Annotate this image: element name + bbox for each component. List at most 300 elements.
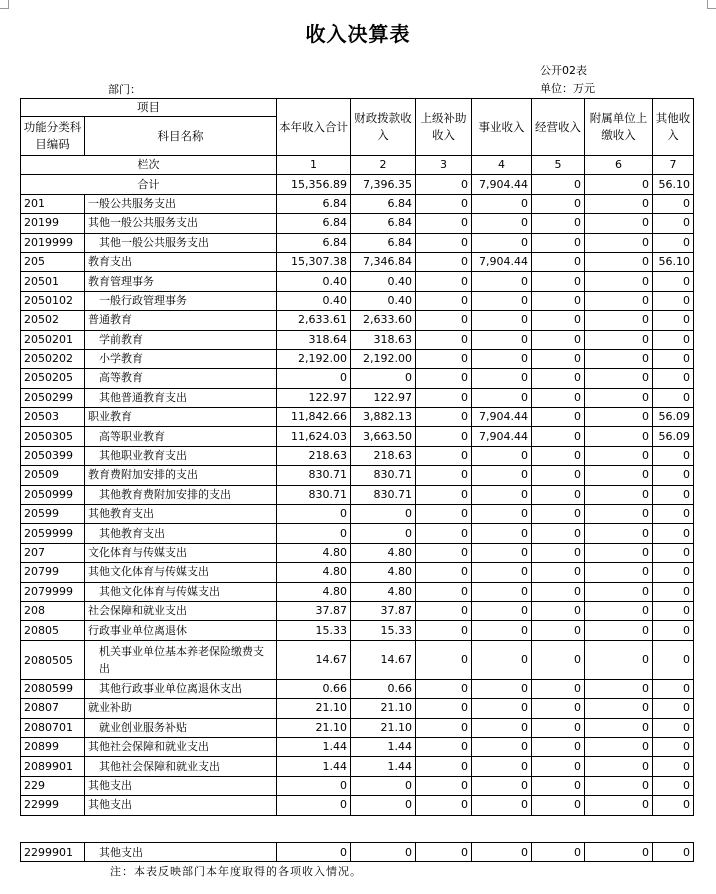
row-value: 56.10 — [653, 252, 694, 271]
table-row — [21, 427, 694, 446]
total-value: 56.10 — [653, 175, 694, 194]
total-label: 合计 — [21, 175, 277, 194]
row-value: 0 — [416, 427, 472, 446]
row-value: 0.40 — [277, 291, 351, 310]
table-row — [21, 233, 694, 252]
row-value: 0 — [277, 776, 351, 795]
row-value: 0 — [472, 214, 532, 233]
row-value: 0 — [472, 757, 532, 776]
row-value: 318.64 — [277, 330, 351, 349]
table-row — [21, 601, 694, 620]
header-col-6: 附属单位上缴收入 — [585, 99, 653, 156]
row-value: 0 — [416, 699, 472, 718]
row-value: 0 — [653, 640, 694, 679]
row-value: 1.44 — [351, 737, 416, 756]
row-value: 0 — [532, 194, 585, 213]
row-code: 20501 — [21, 272, 85, 291]
row-value: 0 — [416, 330, 472, 349]
row-value: 0 — [472, 291, 532, 310]
row-value: 0 — [653, 563, 694, 582]
table-row — [21, 214, 694, 233]
row-value: 0 — [277, 505, 351, 524]
row-value: 3,663.50 — [351, 427, 416, 446]
header-row-1 — [21, 99, 694, 117]
row-value: 0 — [653, 311, 694, 330]
row-value: 0 — [416, 194, 472, 213]
row-value: 218.63 — [351, 446, 416, 465]
page-title: 收入决算表 — [305, 22, 411, 46]
row-value: 0 — [416, 369, 472, 388]
row-value: 0 — [472, 330, 532, 349]
row-value: 0 — [653, 601, 694, 620]
row-value: 0 — [585, 737, 653, 756]
row-value: 0 — [416, 640, 472, 679]
row-value: 0 — [653, 233, 694, 252]
row-value: 0 — [416, 388, 472, 407]
total-value: 7,904.44 — [472, 175, 532, 194]
row-value: 0 — [653, 291, 694, 310]
row-value: 0 — [472, 699, 532, 718]
row-name: 一般行政管理事务 — [85, 291, 277, 310]
row-value: 7,904.44 — [472, 427, 532, 446]
table-row — [21, 843, 694, 862]
row-code: 2080701 — [21, 718, 85, 737]
row-code: 2080505 — [21, 640, 85, 679]
row-value: 0 — [416, 505, 472, 524]
row-value: 6.84 — [351, 233, 416, 252]
table-row — [21, 543, 694, 562]
row-value: 0 — [585, 543, 653, 562]
row-value: 0 — [653, 757, 694, 776]
row-value: 0 — [585, 388, 653, 407]
row-name: 教育支出 — [85, 252, 277, 271]
row-name: 学前教育 — [85, 330, 277, 349]
row-value: 0 — [351, 369, 416, 388]
row-name: 其他教育支出 — [85, 505, 277, 524]
table-row — [21, 349, 694, 368]
row-value: 0 — [653, 349, 694, 368]
total-value: 0 — [416, 175, 472, 194]
table-row — [21, 640, 694, 679]
row-value: 0 — [585, 194, 653, 213]
row-value: 0 — [472, 718, 532, 737]
row-name: 其他支出 — [85, 796, 277, 815]
header-col-1: 本年收入合计 — [277, 99, 351, 156]
table-row — [21, 311, 694, 330]
row-value: 0 — [416, 408, 472, 427]
row-value: 0 — [532, 446, 585, 465]
row-value: 0 — [653, 369, 694, 388]
row-value: 6.84 — [277, 214, 351, 233]
row-value: 6.84 — [351, 194, 416, 213]
row-value: 0 — [277, 843, 351, 862]
row-value: 2,192.00 — [351, 349, 416, 368]
row-name: 教育管理事务 — [85, 272, 277, 291]
table-row — [21, 408, 694, 427]
row-value: 0 — [585, 466, 653, 485]
row-value: 6.84 — [277, 194, 351, 213]
row-value: 56.09 — [653, 427, 694, 446]
table-row — [21, 330, 694, 349]
row-value: 21.10 — [351, 699, 416, 718]
row-value: 0 — [277, 524, 351, 543]
table-row — [21, 446, 694, 465]
row-value: 21.10 — [277, 699, 351, 718]
row-name: 普通教育 — [85, 311, 277, 330]
row-value: 0 — [585, 311, 653, 330]
row-value: 0 — [585, 272, 653, 291]
row-value: 0 — [585, 679, 653, 698]
form-code: 公开02表 — [540, 64, 587, 77]
row-value: 4.80 — [277, 543, 351, 562]
row-value: 0 — [277, 796, 351, 815]
row-value: 0 — [416, 252, 472, 271]
row-value: 1.44 — [277, 757, 351, 776]
table-row — [21, 621, 694, 640]
row-code: 2050205 — [21, 369, 85, 388]
unit-label: 单位：万元 — [540, 82, 595, 95]
row-name: 行政事业单位离退休 — [85, 621, 277, 640]
row-code: 2019999 — [21, 233, 85, 252]
row-value: 0.40 — [351, 291, 416, 310]
row-value: 0.66 — [277, 679, 351, 698]
col-number: 5 — [532, 156, 585, 175]
row-value: 0 — [472, 388, 532, 407]
row-value: 0 — [532, 311, 585, 330]
row-value: 0 — [585, 640, 653, 679]
col-number: 7 — [653, 156, 694, 175]
row-value: 0 — [585, 408, 653, 427]
row-value: 0 — [416, 466, 472, 485]
row-value: 1.44 — [277, 737, 351, 756]
row-value: 0 — [532, 427, 585, 446]
row-value: 0 — [585, 621, 653, 640]
header-code: 功能分类科目编码 — [21, 117, 85, 156]
row-value: 122.97 — [277, 388, 351, 407]
row-value: 0 — [416, 233, 472, 252]
row-value: 4.80 — [351, 582, 416, 601]
row-name: 其他教育费附加安排的支出 — [85, 485, 277, 504]
row-value: 0 — [277, 369, 351, 388]
row-value: 830.71 — [277, 466, 351, 485]
row-value: 0 — [472, 446, 532, 465]
row-value: 218.63 — [277, 446, 351, 465]
row-value: 14.67 — [351, 640, 416, 679]
row-name: 一般公共服务支出 — [85, 194, 277, 213]
row-value: 0 — [532, 485, 585, 504]
row-value: 0 — [472, 582, 532, 601]
corner-mark-top-left — [0, 0, 9, 9]
row-name: 其他一般公共服务支出 — [85, 214, 277, 233]
table-row — [21, 291, 694, 310]
header-col-7: 其他收入 — [653, 99, 694, 156]
row-code: 2089901 — [21, 757, 85, 776]
row-name: 高等职业教育 — [85, 427, 277, 446]
row-name: 其他文化体育与传媒支出 — [85, 563, 277, 582]
row-value: 11,624.03 — [277, 427, 351, 446]
total-value: 15,356.89 — [277, 175, 351, 194]
row-value: 0 — [416, 485, 472, 504]
row-code: 20899 — [21, 737, 85, 756]
continuation-table — [20, 842, 694, 862]
row-value: 0 — [585, 485, 653, 504]
row-name: 其他教育支出 — [85, 524, 277, 543]
header-col-5: 经营收入 — [532, 99, 585, 156]
row-name: 其他支出 — [85, 776, 277, 795]
row-name: 其他社会保障和就业支出 — [85, 757, 277, 776]
row-code: 20805 — [21, 621, 85, 640]
row-code: 2050202 — [21, 349, 85, 368]
row-value: 0 — [585, 524, 653, 543]
row-value: 0 — [653, 524, 694, 543]
row-name: 文化体育与传媒支出 — [85, 543, 277, 562]
row-value: 0 — [532, 621, 585, 640]
row-code: 20807 — [21, 699, 85, 718]
table-row — [21, 194, 694, 213]
table-row — [21, 505, 694, 524]
row-value: 0 — [653, 796, 694, 815]
row-value: 7,904.44 — [472, 252, 532, 271]
row-value: 0 — [472, 601, 532, 620]
row-value: 0 — [416, 796, 472, 815]
row-value: 0 — [585, 718, 653, 737]
row-value: 4.80 — [351, 563, 416, 582]
row-value: 0 — [472, 679, 532, 698]
row-value: 0 — [585, 233, 653, 252]
row-value: 15.33 — [351, 621, 416, 640]
row-value: 3,882.13 — [351, 408, 416, 427]
row-value: 0 — [653, 466, 694, 485]
table-row — [21, 272, 694, 291]
row-value: 0 — [653, 737, 694, 756]
table-row — [21, 582, 694, 601]
row-value: 0 — [585, 505, 653, 524]
row-value: 11,842.66 — [277, 408, 351, 427]
row-name: 职业教育 — [85, 408, 277, 427]
row-value: 0 — [532, 349, 585, 368]
row-value: 0 — [472, 349, 532, 368]
row-value: 0 — [416, 349, 472, 368]
row-value: 2,192.00 — [277, 349, 351, 368]
row-value: 0 — [416, 718, 472, 737]
row-code: 2079999 — [21, 582, 85, 601]
row-value: 0 — [472, 233, 532, 252]
row-value: 0 — [532, 737, 585, 756]
row-value: 0 — [472, 505, 532, 524]
row-value: 0 — [532, 505, 585, 524]
row-value: 0 — [472, 563, 532, 582]
table-row — [21, 466, 694, 485]
table-row — [21, 737, 694, 756]
row-value: 4.80 — [351, 543, 416, 562]
row-value: 0 — [416, 737, 472, 756]
row-value: 0 — [653, 843, 694, 862]
income-table — [20, 98, 694, 816]
row-value: 0 — [532, 408, 585, 427]
row-value: 0 — [351, 524, 416, 543]
row-value: 0 — [416, 601, 472, 620]
table-row — [21, 796, 694, 815]
row-value: 0 — [653, 272, 694, 291]
row-code: 20599 — [21, 505, 85, 524]
row-value: 2,633.61 — [277, 311, 351, 330]
row-value: 0 — [532, 330, 585, 349]
row-value: 830.71 — [351, 466, 416, 485]
row-code: 22999 — [21, 796, 85, 815]
table-row — [21, 757, 694, 776]
row-code: 201 — [21, 194, 85, 213]
table-row — [21, 485, 694, 504]
row-value: 0 — [416, 757, 472, 776]
row-value: 0 — [653, 388, 694, 407]
col-number: 3 — [416, 156, 472, 175]
row-name: 其他职业教育支出 — [85, 446, 277, 465]
row-value: 0 — [472, 796, 532, 815]
row-value: 0 — [653, 505, 694, 524]
row-value: 0 — [532, 252, 585, 271]
row-code: 205 — [21, 252, 85, 271]
row-value: 0 — [653, 446, 694, 465]
row-value: 0 — [472, 621, 532, 640]
col-number: 4 — [472, 156, 532, 175]
row-value: 0 — [532, 718, 585, 737]
row-value: 0 — [585, 699, 653, 718]
col-number: 2 — [351, 156, 416, 175]
row-value: 0 — [585, 757, 653, 776]
row-code: 20509 — [21, 466, 85, 485]
row-value: 0 — [653, 543, 694, 562]
row-code: 2299901 — [21, 843, 85, 862]
row-value: 0 — [472, 543, 532, 562]
row-value: 318.63 — [351, 330, 416, 349]
corner-mark-top-right — [707, 0, 716, 9]
row-code: 2050201 — [21, 330, 85, 349]
row-value: 0 — [585, 776, 653, 795]
row-value: 0 — [585, 446, 653, 465]
table-row — [21, 252, 694, 271]
row-value: 0 — [653, 485, 694, 504]
row-value: 0 — [653, 330, 694, 349]
row-value: 6.84 — [351, 214, 416, 233]
row-value: 0 — [653, 679, 694, 698]
row-value: 0 — [351, 776, 416, 795]
row-value: 0.40 — [351, 272, 416, 291]
header-col-3: 上级补助收入 — [416, 99, 472, 156]
row-value: 1.44 — [351, 757, 416, 776]
total-value: 0 — [532, 175, 585, 194]
row-value: 0 — [585, 369, 653, 388]
row-value: 830.71 — [277, 485, 351, 504]
row-value: 0 — [532, 796, 585, 815]
row-value: 122.97 — [351, 388, 416, 407]
row-name: 社会保障和就业支出 — [85, 601, 277, 620]
row-value: 0 — [351, 843, 416, 862]
row-value: 0 — [472, 776, 532, 795]
table-row — [21, 679, 694, 698]
total-value: 7,396.35 — [351, 175, 416, 194]
row-value: 0 — [532, 601, 585, 620]
row-value: 0 — [351, 796, 416, 815]
row-code: 20199 — [21, 214, 85, 233]
col-index-row — [21, 156, 694, 175]
row-value: 0 — [532, 757, 585, 776]
row-value: 0 — [472, 485, 532, 504]
row-value: 0 — [416, 582, 472, 601]
row-value: 14.67 — [277, 640, 351, 679]
total-row — [21, 175, 694, 194]
row-value: 0 — [653, 582, 694, 601]
row-name: 其他行政事业单位离退休支出 — [85, 679, 277, 698]
row-value: 830.71 — [351, 485, 416, 504]
table-row — [21, 563, 694, 582]
row-value: 21.10 — [351, 718, 416, 737]
row-name: 机关事业单位基本养老保险缴费支出 — [85, 640, 277, 679]
row-value: 0 — [416, 311, 472, 330]
row-value: 0 — [532, 640, 585, 679]
row-value: 0 — [472, 466, 532, 485]
row-value: 4.80 — [277, 582, 351, 601]
row-value: 0 — [416, 524, 472, 543]
row-value: 0 — [472, 311, 532, 330]
row-value: 0 — [532, 466, 585, 485]
row-value: 0 — [585, 349, 653, 368]
row-value: 0 — [585, 214, 653, 233]
row-value: 0 — [532, 291, 585, 310]
row-value: 0 — [416, 776, 472, 795]
row-value: 7,904.44 — [472, 408, 532, 427]
row-value: 0 — [585, 252, 653, 271]
row-value: 0 — [653, 776, 694, 795]
row-value: 0 — [532, 214, 585, 233]
footnote: 注：本表反映部门本年度取得的各项收入情况。 — [110, 865, 362, 878]
department-label: 部门： — [108, 83, 141, 96]
row-code: 20799 — [21, 563, 85, 582]
row-name: 其他普通教育支出 — [85, 388, 277, 407]
row-value: 0 — [472, 843, 532, 862]
table-row — [21, 776, 694, 795]
header-col-4: 事业收入 — [472, 99, 532, 156]
row-value: 0 — [532, 679, 585, 698]
row-value: 0 — [472, 640, 532, 679]
row-value: 0 — [653, 718, 694, 737]
row-name: 小学教育 — [85, 349, 277, 368]
row-value: 2,633.60 — [351, 311, 416, 330]
row-value: 0 — [585, 843, 653, 862]
table-row — [21, 388, 694, 407]
row-value: 0 — [472, 272, 532, 291]
row-value: 0 — [585, 330, 653, 349]
row-name: 就业补助 — [85, 699, 277, 718]
row-name: 其他支出 — [85, 843, 277, 862]
row-code: 20503 — [21, 408, 85, 427]
row-code: 207 — [21, 543, 85, 562]
row-value: 0 — [416, 446, 472, 465]
row-value: 0 — [585, 291, 653, 310]
row-value: 0 — [653, 621, 694, 640]
row-value: 0 — [532, 776, 585, 795]
row-value: 0 — [532, 699, 585, 718]
row-value: 0 — [416, 272, 472, 291]
row-code: 2050999 — [21, 485, 85, 504]
row-code: 2080599 — [21, 679, 85, 698]
header-col-2: 财政拨款收入 — [351, 99, 416, 156]
row-code: 208 — [21, 601, 85, 620]
row-name: 其他社会保障和就业支出 — [85, 737, 277, 756]
row-value: 0.40 — [277, 272, 351, 291]
row-value: 0 — [532, 563, 585, 582]
row-value: 7,346.84 — [351, 252, 416, 271]
row-value: 0 — [585, 582, 653, 601]
